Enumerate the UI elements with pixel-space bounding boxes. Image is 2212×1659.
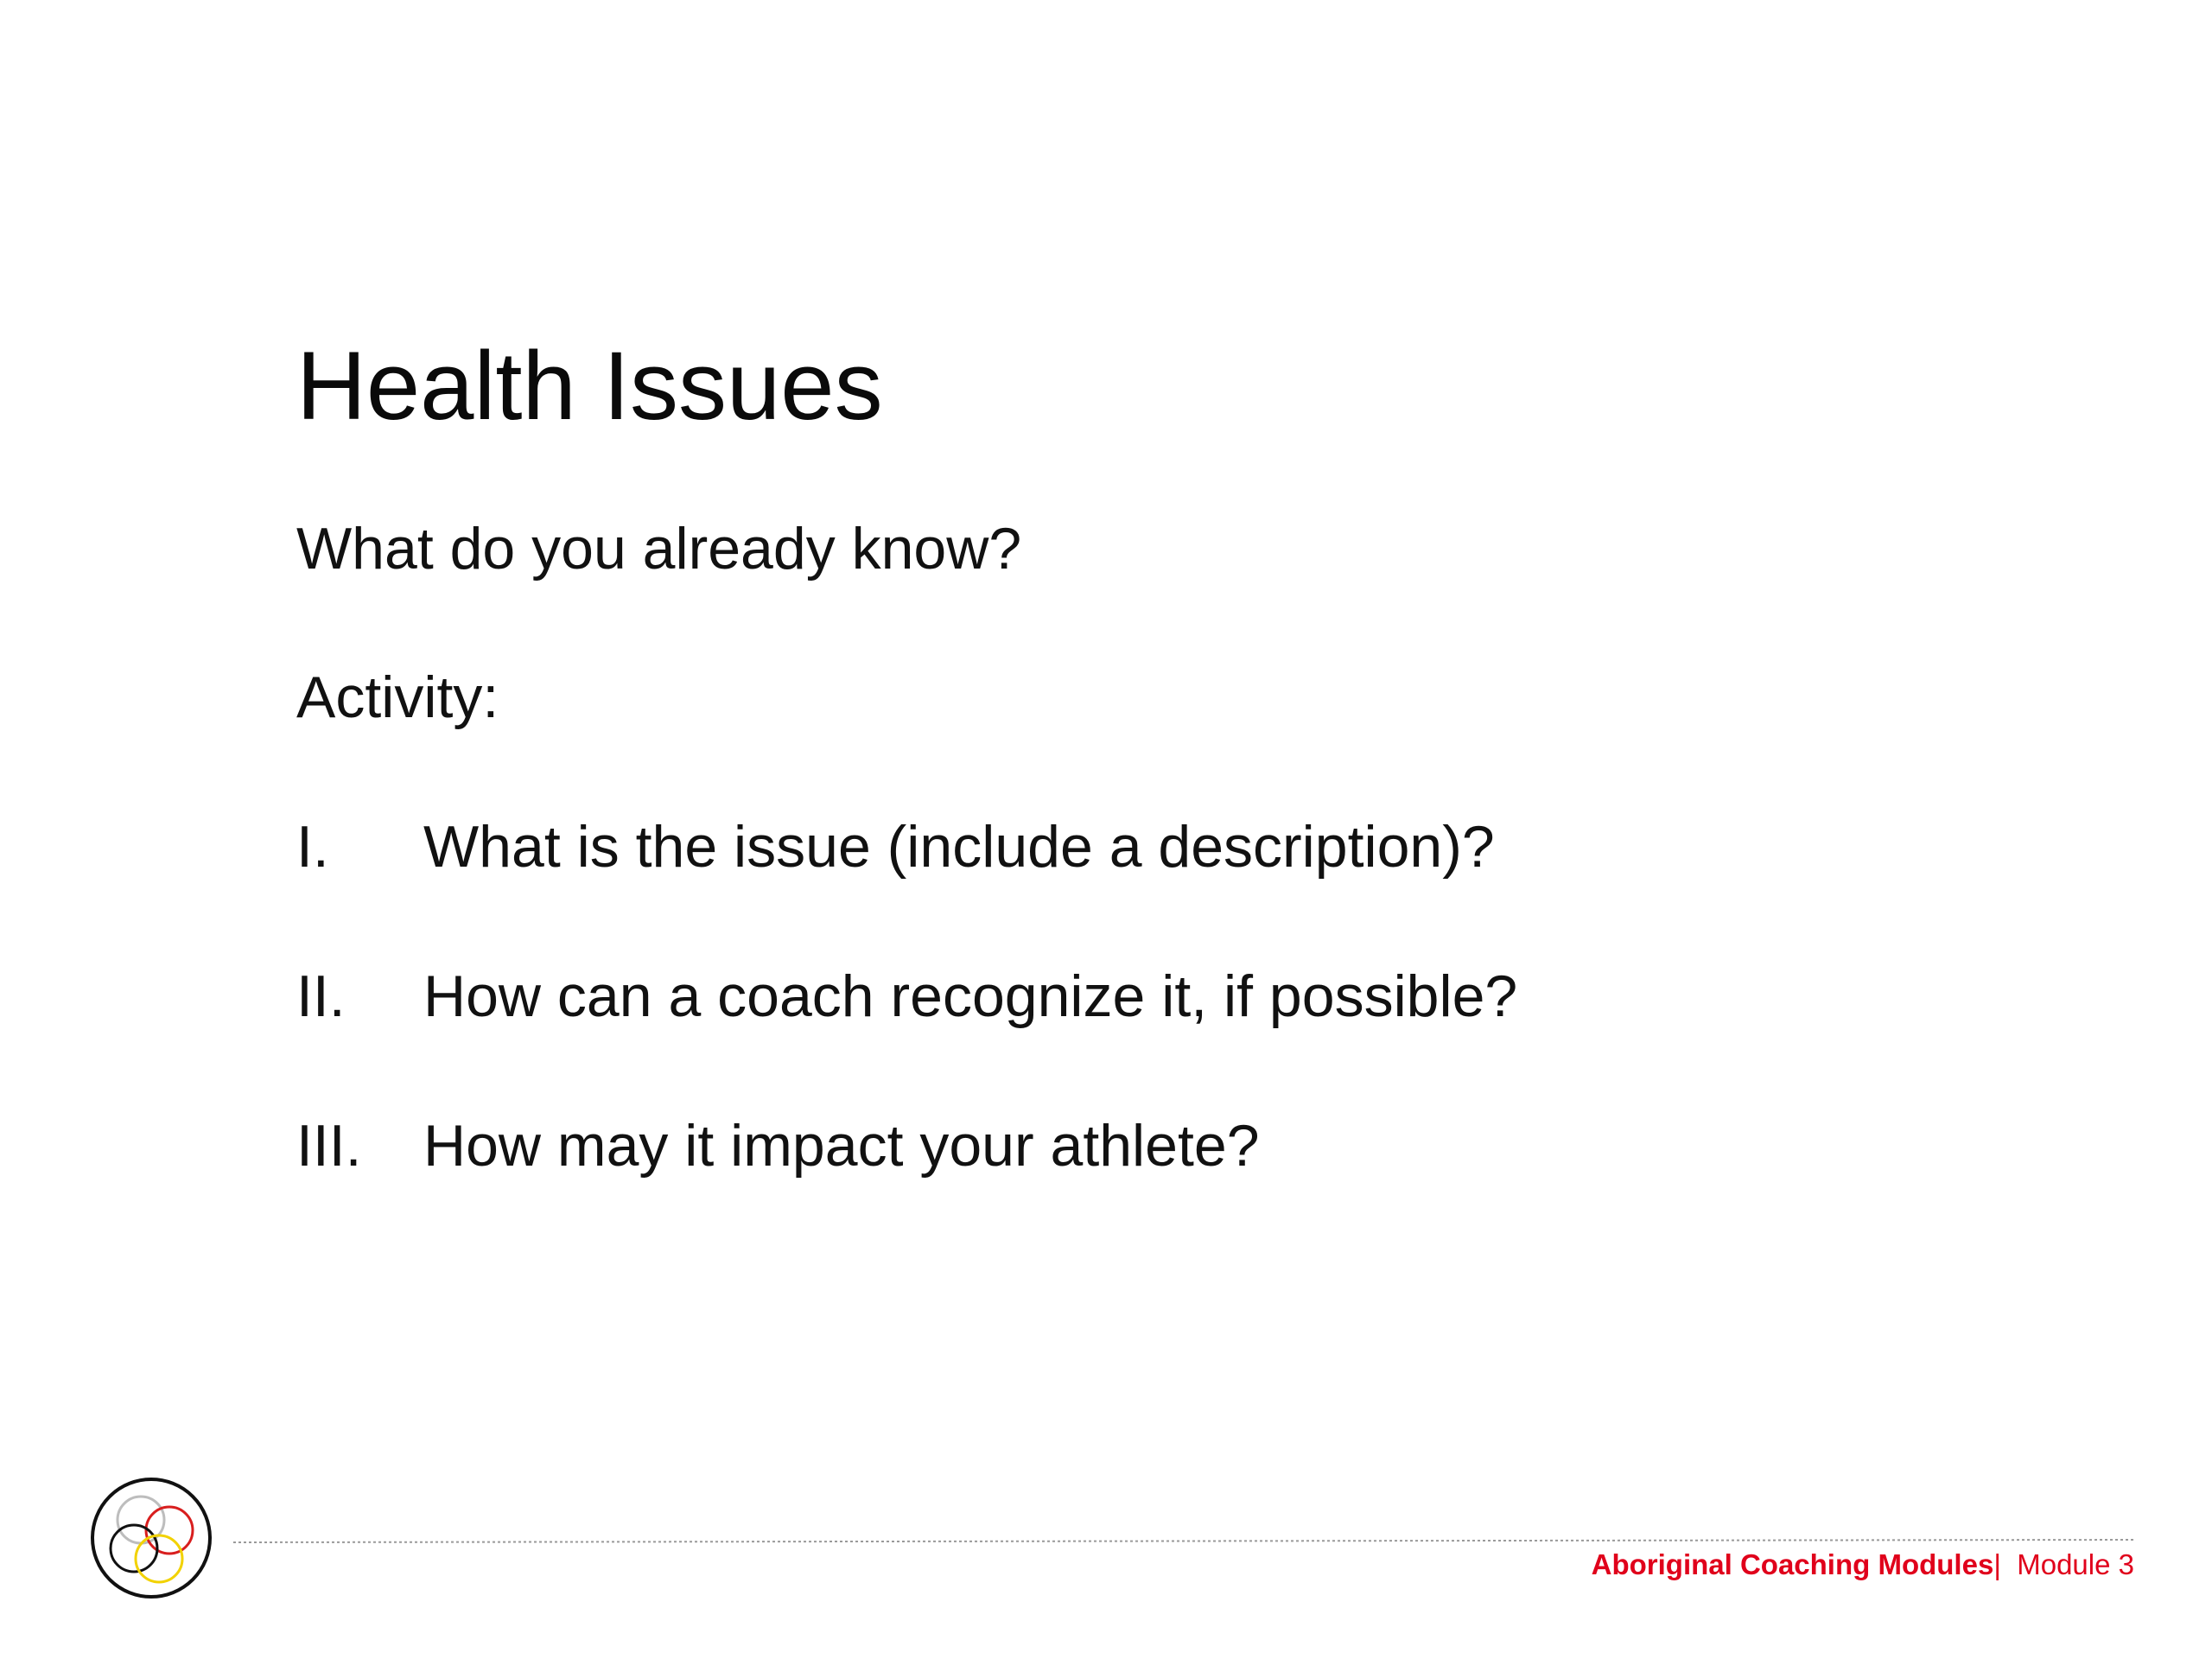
list-item-text: What is the issue (include a description)? [423, 814, 1495, 880]
list-item-number: II. [296, 963, 346, 1029]
footer-caption [1592, 1548, 2134, 1581]
footer-module: Module 3 [2017, 1548, 2134, 1580]
slide-title: Health Issues [296, 332, 883, 440]
list-item-text: How may it impact your athlete? [423, 1113, 1260, 1179]
list-item-text: How can a coach recognize it, if possible? [423, 963, 1518, 1029]
list-item-number: I. [296, 814, 329, 880]
four-circles-logo [86, 1473, 216, 1603]
activity-label: Activity: [296, 664, 499, 730]
intro-question: What do you already know? [296, 516, 1022, 582]
footer-divider [233, 1538, 2134, 1545]
footer-brand: Aboriginal Coaching Modules [1591, 1548, 1994, 1580]
footer-separator: | [1993, 1548, 2001, 1580]
list-item-number: III. [296, 1113, 362, 1179]
